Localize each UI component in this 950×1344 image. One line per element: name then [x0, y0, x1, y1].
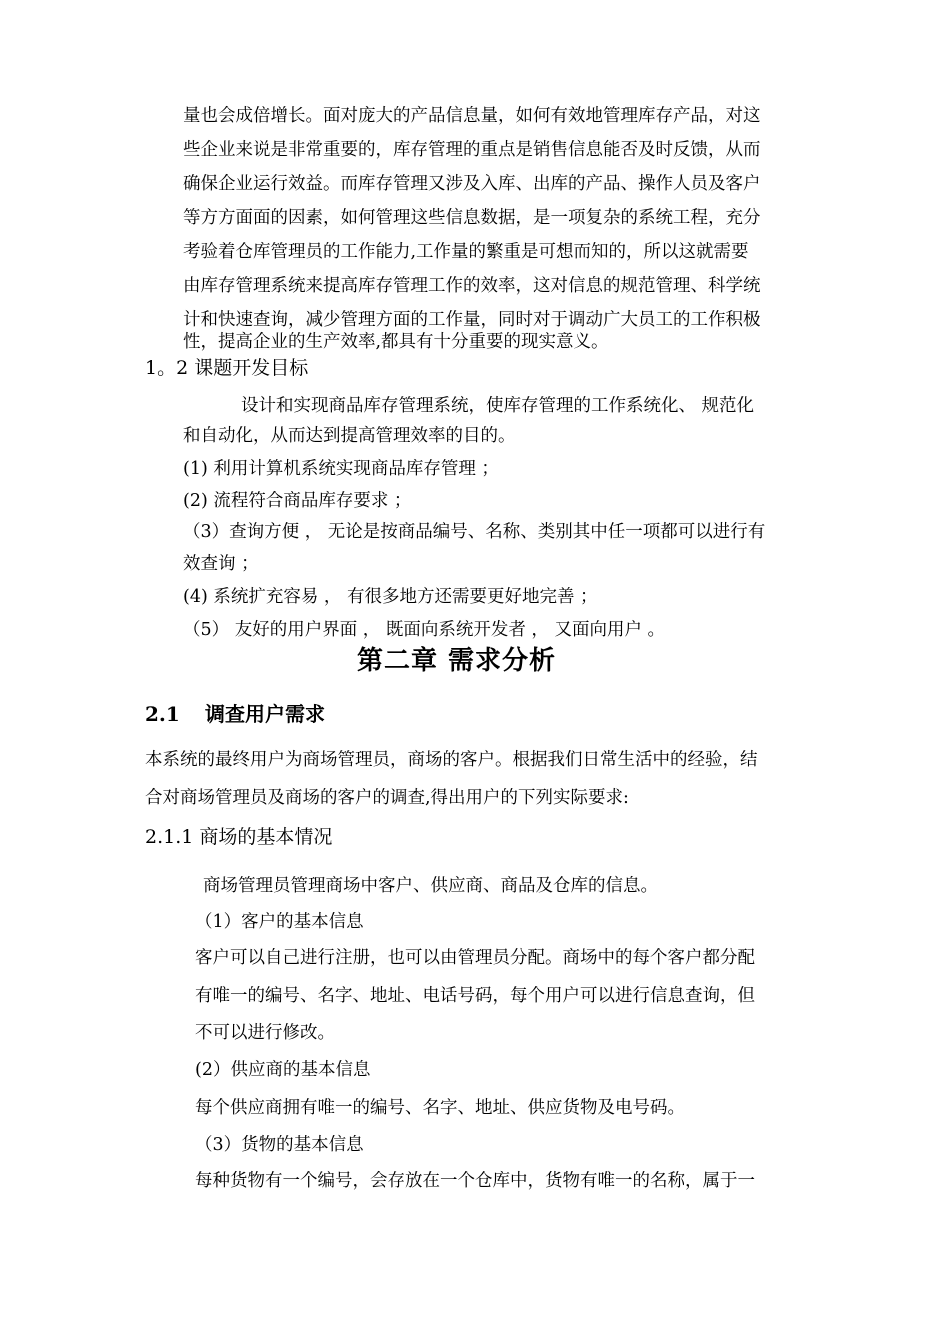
- intro-line: 量也会成倍增长。面对庞大的产品信息量，如何有效地管理库存产品，对这: [183, 106, 761, 126]
- paragraph-line: 本系统的最终用户为商场管理员，商场的客户。根据我们日常生活中的经验，结: [145, 750, 758, 770]
- intro-line: 些企业来说是非常重要的，库存管理的重点是销售信息能否及时反馈，从而: [183, 140, 761, 160]
- intro-line: 性，提高企业的生产效率,都具有十分重要的现实意义。: [183, 332, 609, 352]
- intro-line: 计和快速查询，减少管理方面的工作量，同时对于调动广大员工的工作积极: [183, 310, 761, 330]
- goal-line: 设计和实现商品库存管理系统，使库存管理的工作系统化、 规范化: [241, 396, 755, 416]
- section-2-1-1-title: 2.1.1 商场的基本情况: [145, 826, 333, 848]
- info-line: (2）供应商的基本信息: [195, 1060, 371, 1080]
- info-line: 有唯一的编号、名字、地址、电话号码，每个用户可以进行信息查询，但: [195, 986, 755, 1006]
- info-line: 每种货物有一个编号，会存放在一个仓库中，货物有唯一的名称，属于一: [195, 1171, 755, 1191]
- intro-line: 确保企业运行效益。而库存管理又涉及入库、出库的产品、操作人员及客户: [183, 174, 761, 194]
- paragraph-line: 合对商场管理员及商场的客户的调查,得出用户的下列实际要求:: [145, 788, 629, 808]
- goal-item: （5） 友好的用户界面 ， 既面向系统开发者 ， 又面向用户 。: [183, 620, 666, 640]
- goal-line: 和自动化，从而达到提高管理效率的目的。: [183, 426, 516, 446]
- goal-item: (1) 利用计算机系统实现商品库存管理 ；: [183, 459, 499, 479]
- section-number: 2.1: [145, 702, 180, 726]
- section-2-1-heading: [145, 702, 325, 726]
- section-title: 调查用户需求: [205, 702, 325, 726]
- info-line: 不可以进行修改。: [195, 1023, 335, 1043]
- goal-item: (2) 流程符合商品库存要求 ；: [183, 491, 412, 511]
- section-1-2-title: 1。2 课题开发目标: [145, 357, 309, 379]
- goal-item: (4) 系统扩充容易 ， 有很多地方还需要更好地完善 ；: [183, 587, 598, 607]
- info-line: 客户可以自己进行注册，也可以由管理员分配。商场中的每个客户都分配: [195, 948, 755, 968]
- info-line: 商场管理员管理商场中客户、供应商、商品及仓库的信息。: [203, 876, 658, 896]
- intro-line: 考验着仓库管理员的工作能力,工作量的繁重是可想而知的，所以这就需要: [183, 242, 749, 262]
- info-line: （3）货物的基本信息: [195, 1135, 364, 1155]
- info-line: 每个供应商拥有唯一的编号、名字、地址、供应货物及电号码。: [195, 1098, 685, 1118]
- intro-line: 等方方面面的因素，如何管理这些信息数据，是一项复杂的系统工程，充分: [183, 208, 761, 228]
- chapter-title: 第二章 需求分析: [357, 646, 557, 676]
- info-line: （1）客户的基本信息: [195, 912, 364, 932]
- goal-item: 效查询 ；: [183, 554, 259, 574]
- goal-item: （3）查询方便 ， 无论是按商品编号、名称、类别其中任一项都可以进行有: [183, 522, 766, 542]
- intro-line: 由库存管理系统来提高库存管理工作的效率，这对信息的规范管理、科学统: [183, 276, 761, 296]
